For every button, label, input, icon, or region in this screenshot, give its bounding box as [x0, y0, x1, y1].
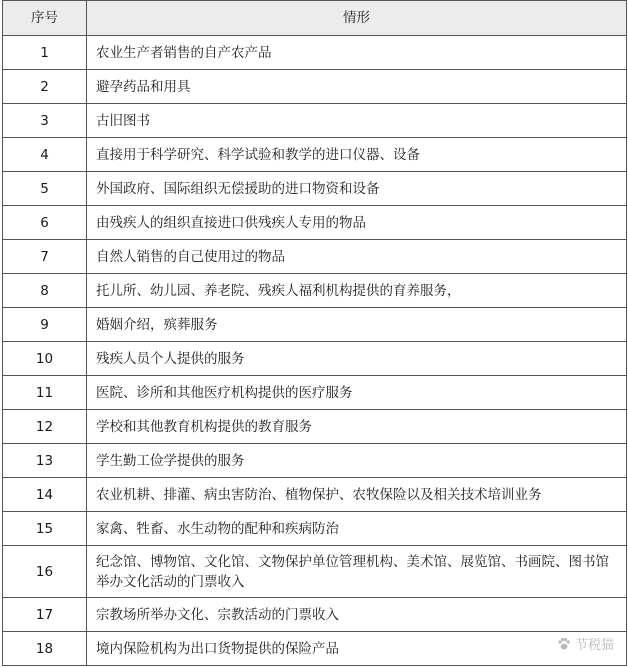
- table-row: [3, 70, 627, 104]
- row-text: 古旧图书: [87, 104, 627, 138]
- row-number: 17: [3, 598, 87, 632]
- row-text: 纪念馆、博物馆、文化馆、文物保护单位管理机构、美术馆、展览馆、书画院、图书馆举办文化活动的门票收入: [87, 546, 627, 598]
- table-row: [3, 342, 627, 376]
- row-text: 农业机耕、排灌、病虫害防治、植物保护、农牧保险以及相关技术培训业务: [87, 478, 627, 512]
- row-number: 9: [3, 308, 87, 342]
- row-number: 8: [3, 274, 87, 308]
- header-index: 序号: [3, 1, 87, 36]
- row-number: 6: [3, 206, 87, 240]
- row-text: 学生勤工俭学提供的服务: [87, 444, 627, 478]
- row-number: 18: [3, 632, 87, 666]
- table-row: [3, 206, 627, 240]
- row-text: 托儿所、幼儿园、养老院、残疾人福利机构提供的育养服务，: [87, 274, 627, 308]
- table-row: [3, 478, 627, 512]
- watermark: [557, 634, 614, 653]
- row-text: 残疾人员个人提供的服务: [87, 342, 627, 376]
- table-row: [3, 598, 627, 632]
- row-number: 4: [3, 138, 87, 172]
- table-row: [3, 376, 627, 410]
- row-text: 境内保险机构为出口货物提供的保险产品: [87, 632, 627, 666]
- watermark-text: 节税猫: [574, 638, 614, 653]
- table-row: [3, 632, 627, 666]
- row-text: 家禽、牲畜、水生动物的配种和疾病防治: [87, 512, 627, 546]
- row-number: 5: [3, 172, 87, 206]
- row-number: 7: [3, 240, 87, 274]
- row-number: 14: [3, 478, 87, 512]
- header-case: 情形: [87, 1, 627, 36]
- table-header-row: [3, 1, 627, 36]
- exemption-table: [2, 0, 627, 666]
- table-row: [3, 104, 627, 138]
- row-number: 10: [3, 342, 87, 376]
- row-number: 2: [3, 70, 87, 104]
- table-row: [3, 546, 627, 598]
- row-number: 3: [3, 104, 87, 138]
- row-number: 11: [3, 376, 87, 410]
- row-number: 15: [3, 512, 87, 546]
- table-row: [3, 274, 627, 308]
- table-row: [3, 36, 627, 70]
- table-row: [3, 240, 627, 274]
- table-row: [3, 410, 627, 444]
- row-text: 自然人销售的自己使用过的物品: [87, 240, 627, 274]
- row-number: 16: [3, 546, 87, 598]
- row-text: 宗教场所举办文化、宗教活动的门票收入: [87, 598, 627, 632]
- table-row: [3, 138, 627, 172]
- table-row: [3, 444, 627, 478]
- row-text: 婚姻介绍，殡葬服务: [87, 308, 627, 342]
- row-number: 1: [3, 36, 87, 70]
- row-text: 医院、诊所和其他医疗机构提供的医疗服务: [87, 376, 627, 410]
- row-text: 由残疾人的组织直接进口供残疾人专用的物品: [87, 206, 627, 240]
- row-text: 直接用于科学研究、科学试验和教学的进口仪器、设备: [87, 138, 627, 172]
- row-number: 12: [3, 410, 87, 444]
- table-container: [2, 0, 626, 666]
- table-row: [3, 172, 627, 206]
- paw-icon: [557, 637, 571, 651]
- row-number: 13: [3, 444, 87, 478]
- row-text: 外国政府、国际组织无偿援助的进口物资和设备: [87, 172, 627, 206]
- row-text: 避孕药品和用具: [87, 70, 627, 104]
- row-text: 学校和其他教育机构提供的教育服务: [87, 410, 627, 444]
- table-row: [3, 308, 627, 342]
- row-text: 农业生产者销售的自产农产品: [87, 36, 627, 70]
- table-row: [3, 512, 627, 546]
